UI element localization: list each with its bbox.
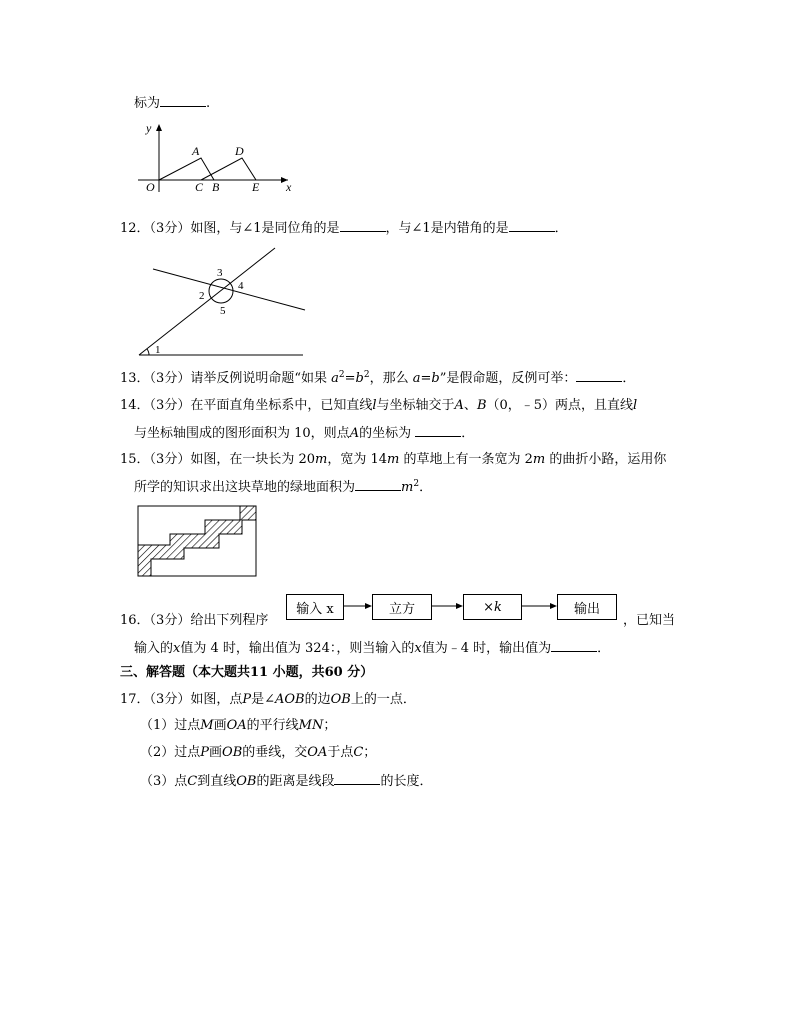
question-17-part1: （1）过点M画OA的平行线MN； [140,718,337,733]
point-B: B [212,180,220,194]
q15-figure [136,504,260,578]
flow-box-multiply-k: ×k [463,594,522,620]
answer-blank [551,639,597,652]
flow-box-output: 输出 [557,594,617,620]
angle-1-label: 1 [155,344,161,356]
angle-4-label: 4 [238,280,244,292]
flow-arrows [340,598,565,614]
q11-tail: 标为 . [134,96,211,111]
question-17-part2: （2）过点P画OB的垂线，交OA于点C； [140,745,377,760]
question-14-line2: 与坐标轴围成的图形面积为 10，则点A的坐标为 ． [134,426,475,441]
question-16-after-flow: ，已知当 [623,613,676,628]
flow-box-input: 输入 x [286,594,344,620]
question-15-line1: 15．（3分）如图，在一块长为 20m，宽为 14m 的草地上有一条宽为 2m 的曲折小路，运用你 [120,452,667,467]
point-O: O [146,180,155,194]
answer-blank [160,94,206,107]
answer-blank [340,219,386,232]
angle-3-label: 3 [217,267,223,279]
question-17-part3: （3）点C到直线OB的距离是线段 的长度． [140,774,433,789]
question-16-line1: 16．（3分）给出下列程序 [120,613,269,628]
question-14-line1: 14．（3分）在平面直角坐标系中，已知直线l与坐标轴交于A、B（0，﹣5）两点，且直线l [120,398,638,413]
section-3-title: 三、解答题（本大题共11 小题，共60 分） [120,665,374,680]
answer-blank [509,219,555,232]
x-axis-label: x [286,180,292,194]
question-16-line2: 输入的x值为 4 时，输出值为 324：，则当输入的x值为﹣4 时，输出值为 ． [134,641,611,656]
q11-figure [130,118,305,198]
answer-blank [415,424,461,437]
point-E: E [252,180,260,194]
question-13: 13．（3分）请举反例说明命题“如果 $a^2=b^2$，那么 a=b”是假命题，反例可举： ． [120,370,636,386]
question-12: 12．（3分）如图，与∠1是同位角的是 ，与∠1是内错角的是 ． [120,221,568,236]
q12-figure [135,243,310,360]
answer-blank [576,369,622,382]
point-C: C [195,180,204,194]
answer-blank [355,478,401,491]
y-axis-label: y [146,121,152,135]
question-17: 17．（3分）如图，点P是∠AOB的边OB上的一点． [120,692,416,707]
flow-box-cube: 立方 [372,594,432,620]
angle-5-label: 5 [220,305,226,317]
angle-2-label: 2 [199,290,205,302]
point-D: D [235,144,244,158]
point-A: A [192,144,200,158]
answer-blank [334,772,380,785]
question-15-line2: 所学的知识求出这块草地的绿地面积为 $m^2$． [134,479,433,495]
